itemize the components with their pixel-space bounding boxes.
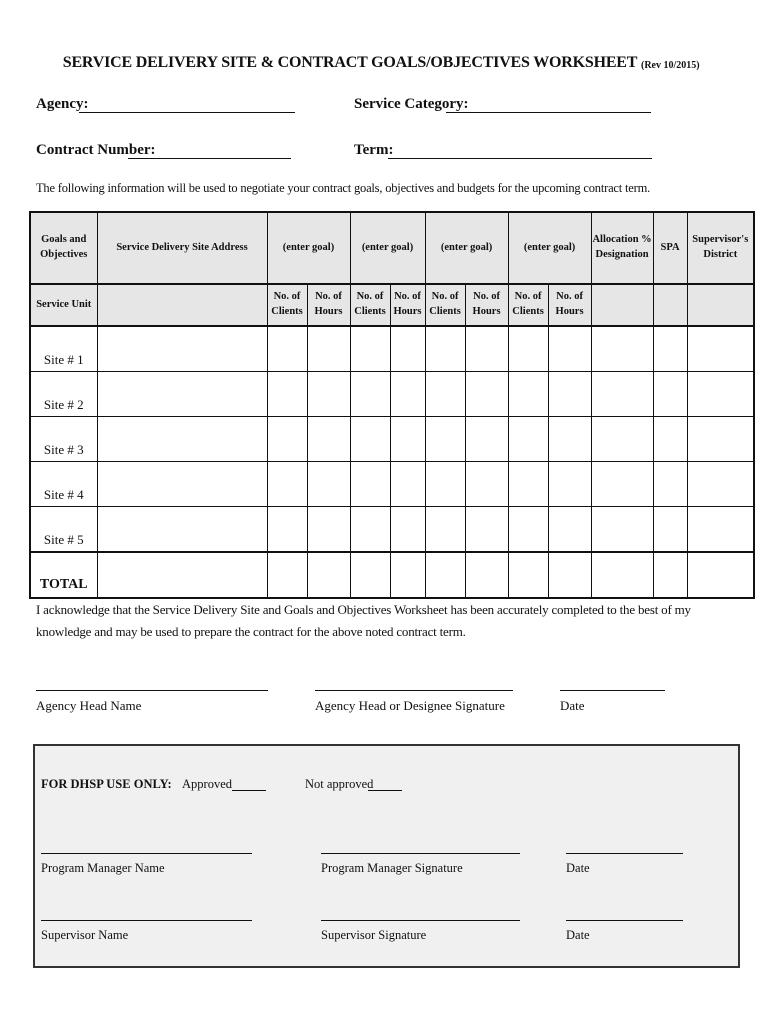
table-cell[interactable] bbox=[390, 372, 425, 417]
table-cell[interactable] bbox=[425, 507, 465, 553]
table-cell[interactable] bbox=[508, 507, 548, 553]
table-cell[interactable] bbox=[390, 326, 425, 372]
table-cell[interactable] bbox=[687, 326, 754, 372]
approved-label: Approved bbox=[182, 777, 232, 791]
site-label: Site # 4 bbox=[30, 462, 97, 507]
table-cell[interactable] bbox=[267, 462, 307, 507]
header-spa: SPA bbox=[653, 212, 687, 284]
subheader-hours: No. of Hours bbox=[465, 284, 508, 326]
subheader-hours: No. of Hours bbox=[307, 284, 350, 326]
table-cell[interactable] bbox=[548, 372, 591, 417]
table-cell[interactable] bbox=[307, 507, 350, 553]
program-manager-signature-field[interactable] bbox=[321, 853, 520, 854]
agency-head-signature-field[interactable] bbox=[315, 690, 513, 691]
table-cell[interactable] bbox=[307, 326, 350, 372]
table-cell[interactable] bbox=[425, 462, 465, 507]
header-goal-1[interactable]: (enter goal) bbox=[267, 212, 350, 284]
table-cell[interactable] bbox=[653, 372, 687, 417]
subheader-blank bbox=[687, 284, 754, 326]
table-cell[interactable] bbox=[267, 417, 307, 462]
table-cell[interactable] bbox=[687, 417, 754, 462]
agency-head-signature-label: Agency Head or Designee Signature bbox=[315, 698, 505, 713]
program-manager-signature-label: Program Manager Signature bbox=[321, 861, 463, 875]
table-cell[interactable] bbox=[307, 552, 350, 598]
table-cell[interactable] bbox=[591, 326, 653, 372]
table-cell[interactable] bbox=[350, 326, 390, 372]
table-subheader-row bbox=[30, 284, 754, 326]
table-cell[interactable] bbox=[508, 372, 548, 417]
agency-field[interactable] bbox=[79, 112, 295, 113]
header-goal-2[interactable]: (enter goal) bbox=[350, 212, 425, 284]
table-cell[interactable] bbox=[653, 417, 687, 462]
subheader-blank bbox=[653, 284, 687, 326]
agency-date-field[interactable] bbox=[560, 690, 665, 691]
table-row bbox=[30, 417, 754, 462]
table-cell[interactable] bbox=[390, 507, 425, 553]
table-cell[interactable] bbox=[548, 507, 591, 553]
revision-label: (Rev 10/2015) bbox=[641, 60, 700, 71]
table-cell[interactable] bbox=[390, 552, 425, 598]
table-cell[interactable] bbox=[687, 507, 754, 553]
table-cell[interactable] bbox=[267, 552, 307, 598]
not-approved-field[interactable] bbox=[368, 790, 402, 791]
table-cell[interactable] bbox=[465, 326, 508, 372]
supervisor-date-label: Date bbox=[566, 928, 590, 942]
total-label: TOTAL bbox=[30, 552, 97, 598]
table-cell[interactable] bbox=[350, 417, 390, 462]
approved-field[interactable] bbox=[232, 790, 266, 791]
agency-label: Agency: bbox=[36, 96, 89, 112]
term-label: Term: bbox=[354, 142, 394, 158]
table-cell[interactable] bbox=[465, 417, 508, 462]
supervisor-name-field[interactable] bbox=[41, 920, 252, 921]
table-cell[interactable] bbox=[97, 552, 267, 598]
supervisor-name-label: Supervisor Name bbox=[41, 928, 129, 942]
table-cell[interactable] bbox=[548, 462, 591, 507]
program-manager-date-label: Date bbox=[566, 861, 590, 875]
header-allocation: Allocation % Designation bbox=[591, 212, 653, 284]
header-goals: Goals and Objectives bbox=[30, 212, 97, 284]
table-cell[interactable] bbox=[350, 507, 390, 553]
table-cell[interactable] bbox=[687, 462, 754, 507]
program-manager-name-field[interactable] bbox=[41, 853, 252, 854]
acknowledgement-text: I acknowledge that the Service Delivery Site and Goals and Objectives Worksheet has been accurately completed to the best of my knowledge and may be used to prepare the contract for the above noted contract term. bbox=[36, 602, 691, 639]
table-cell[interactable] bbox=[653, 552, 687, 598]
subheader-hours: No. of Hours bbox=[390, 284, 425, 326]
header-goal-4[interactable]: (enter goal) bbox=[508, 212, 591, 284]
site-label: Site # 3 bbox=[30, 417, 97, 462]
table-cell[interactable] bbox=[425, 326, 465, 372]
site-label: Site # 5 bbox=[30, 507, 97, 553]
site-label: Site # 2 bbox=[30, 372, 97, 417]
program-manager-name-label: Program Manager Name bbox=[41, 861, 165, 875]
table-cell[interactable] bbox=[465, 372, 508, 417]
service-category-label: Service Category: bbox=[354, 96, 469, 112]
contract-number-label: Contract Number: bbox=[36, 142, 156, 158]
table-cell[interactable] bbox=[267, 372, 307, 417]
table-cell[interactable] bbox=[591, 507, 653, 553]
table-row bbox=[30, 372, 754, 417]
agency-date-label: Date bbox=[560, 698, 585, 713]
table-cell[interactable] bbox=[591, 417, 653, 462]
header-address: Service Delivery Site Address bbox=[97, 212, 267, 284]
table-cell[interactable] bbox=[97, 462, 267, 507]
table-cell[interactable] bbox=[591, 462, 653, 507]
table-cell[interactable] bbox=[653, 507, 687, 553]
subheader-hours: No. of Hours bbox=[548, 284, 591, 326]
table-cell[interactable] bbox=[508, 326, 548, 372]
table-cell[interactable] bbox=[548, 326, 591, 372]
table-cell[interactable] bbox=[465, 507, 508, 553]
table-cell[interactable] bbox=[390, 417, 425, 462]
table-cell[interactable] bbox=[425, 552, 465, 598]
program-manager-date-field[interactable] bbox=[566, 853, 683, 854]
service-category-field[interactable] bbox=[446, 112, 651, 113]
subheader-clients: No. of Clients bbox=[350, 284, 390, 326]
table-row bbox=[30, 462, 754, 507]
contract-number-field[interactable] bbox=[128, 158, 291, 159]
header-district: Supervisor's District bbox=[687, 212, 754, 284]
subheader-clients: No. of Clients bbox=[425, 284, 465, 326]
dhsp-use-only-box bbox=[33, 744, 740, 968]
table-cell[interactable] bbox=[350, 372, 390, 417]
agency-head-name-label: Agency Head Name bbox=[36, 698, 142, 713]
table-cell[interactable] bbox=[267, 326, 307, 372]
table-cell[interactable] bbox=[97, 417, 267, 462]
table-cell[interactable] bbox=[350, 462, 390, 507]
table-cell[interactable] bbox=[548, 552, 591, 598]
table-cell[interactable] bbox=[465, 552, 508, 598]
not-approved-label: Not approved bbox=[305, 777, 374, 791]
table-cell[interactable] bbox=[465, 462, 508, 507]
table-header-row bbox=[30, 212, 754, 284]
table-cell[interactable] bbox=[307, 372, 350, 417]
table-cell[interactable] bbox=[591, 372, 653, 417]
table-cell[interactable] bbox=[653, 326, 687, 372]
supervisor-signature-label: Supervisor Signature bbox=[321, 928, 427, 942]
term-field[interactable] bbox=[388, 158, 652, 159]
table-cell[interactable] bbox=[425, 372, 465, 417]
table-cell[interactable] bbox=[97, 507, 267, 553]
subheader-clients: No. of Clients bbox=[508, 284, 548, 326]
table-cell[interactable] bbox=[307, 462, 350, 507]
table-cell[interactable] bbox=[687, 552, 754, 598]
supervisor-date-field[interactable] bbox=[566, 920, 683, 921]
worksheet-table bbox=[29, 211, 755, 599]
table-cell[interactable] bbox=[508, 552, 548, 598]
table-cell[interactable] bbox=[653, 462, 687, 507]
table-total-row bbox=[30, 552, 754, 598]
subheader-clients: No. of Clients bbox=[267, 284, 307, 326]
supervisor-signature-field[interactable] bbox=[321, 920, 520, 921]
header-goal-3[interactable]: (enter goal) bbox=[425, 212, 508, 284]
page-title: SERVICE DELIVERY SITE & CONTRACT GOALS/OBJECTIVES WORKSHEET bbox=[62, 54, 638, 71]
subheader-blank bbox=[591, 284, 653, 326]
subheader-service-unit: Service Unit bbox=[30, 284, 97, 326]
table-cell[interactable] bbox=[97, 372, 267, 417]
table-cell[interactable] bbox=[591, 552, 653, 598]
table-cell[interactable] bbox=[97, 326, 267, 372]
table-cell[interactable] bbox=[425, 417, 465, 462]
site-label: Site # 1 bbox=[30, 326, 97, 372]
table-cell[interactable] bbox=[548, 417, 591, 462]
table-cell[interactable] bbox=[307, 417, 350, 462]
table-cell[interactable] bbox=[508, 462, 548, 507]
subheader-blank bbox=[97, 284, 267, 326]
dhsp-label: FOR DHSP USE ONLY: bbox=[41, 777, 172, 791]
table-cell[interactable] bbox=[267, 507, 307, 553]
table-row bbox=[30, 326, 754, 372]
table-cell[interactable] bbox=[508, 417, 548, 462]
table-cell[interactable] bbox=[687, 372, 754, 417]
table-row bbox=[30, 507, 754, 553]
agency-head-name-field[interactable] bbox=[36, 690, 268, 691]
table-cell[interactable] bbox=[390, 462, 425, 507]
intro-text: The following information will be used to negotiate your contract goals, objectives and budgets for the upcoming contract term. bbox=[36, 181, 651, 195]
table-cell[interactable] bbox=[350, 552, 390, 598]
